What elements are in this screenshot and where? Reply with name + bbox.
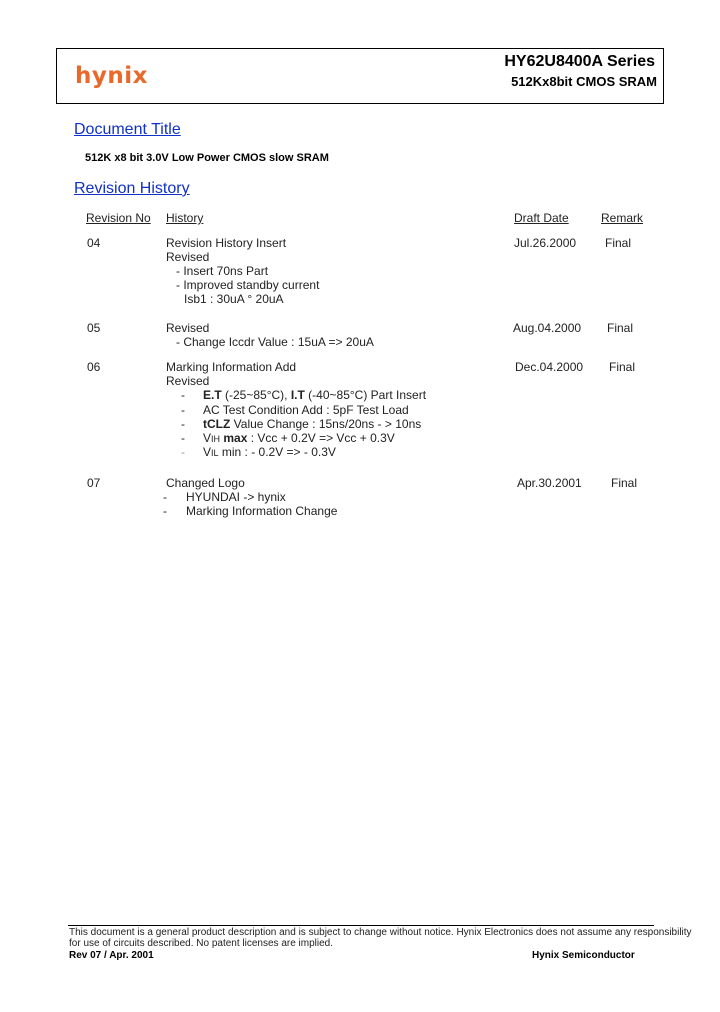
history-line: Changed Logo xyxy=(166,476,245,490)
document-title-heading: Document Title xyxy=(74,121,181,138)
history-line: E.T (-25~85°C), I.T (-40~85°C) Part Insert xyxy=(203,388,427,402)
history-line: Isb1 : 30uA ° 20uA xyxy=(184,292,284,306)
footer-disclaimer-line1: This document is a general product description and is subject to change without notice. Hynix Electronics does not assume any responsibility xyxy=(69,927,692,938)
history-line: Marking Information Add xyxy=(166,360,297,374)
bullet-dash: - xyxy=(163,504,167,518)
draft-date: Apr.30.2001 xyxy=(517,476,582,490)
footer-company: Hynix Semiconductor xyxy=(532,950,635,961)
bullet-dash: - xyxy=(181,403,185,417)
history-line: - Change Iccdr Value : 15uA => 20uA xyxy=(176,335,374,349)
part-description: 512Kx8bit CMOS SRAM xyxy=(511,74,657,89)
history-line: AC Test Condition Add : 5pF Test Load xyxy=(203,403,409,417)
hynix-logo: hynix xyxy=(75,63,148,89)
revision-history-heading: Revision History xyxy=(74,180,190,197)
col-header-revision-no: Revision No xyxy=(86,211,151,225)
col-header-history: History xyxy=(166,211,204,225)
history-line: HYUNDAI -> hynix xyxy=(186,490,286,504)
history-line: tCLZ Value Change : 15ns/20ns - > 10ns xyxy=(203,417,422,431)
history-line: Revised xyxy=(166,374,210,388)
footer-disclaimer-line2: for use of circuits described. No patent licenses are implied. xyxy=(69,938,334,949)
bullet-dash: - xyxy=(163,490,167,504)
rev-number: 06 xyxy=(87,360,101,374)
rev-number: 04 xyxy=(87,236,101,250)
history-line: Revision History Insert xyxy=(166,236,287,250)
history-line: - Improved standby current xyxy=(176,278,320,292)
remark: Final xyxy=(611,476,638,490)
bullet-dash: - xyxy=(181,388,185,402)
bullet-dash: - xyxy=(181,431,185,445)
history-line: VIH max : Vcc + 0.2V => Vcc + 0.3V xyxy=(203,431,395,445)
col-header-remark: Remark xyxy=(601,211,644,225)
draft-date: Jul.26.2000 xyxy=(514,236,577,250)
footer-divider xyxy=(68,925,654,926)
col-header-draft-date: Draft Date xyxy=(514,211,569,225)
part-number: HY62U8400A Series xyxy=(504,53,655,70)
draft-date: Dec.04.2000 xyxy=(515,360,584,374)
remark: Final xyxy=(607,321,634,335)
bullet-dash: - xyxy=(181,445,185,459)
remark: Final xyxy=(605,236,632,250)
bullet-dash: - xyxy=(181,417,185,431)
history-line: VIL min : - 0.2V => - 0.3V xyxy=(203,445,336,459)
header-box xyxy=(56,48,664,104)
rev-number: 05 xyxy=(87,321,101,335)
draft-date: Aug.04.2000 xyxy=(513,321,582,335)
history-line: Revised xyxy=(166,250,210,264)
history-line: - Insert 70ns Part xyxy=(176,264,269,278)
remark: Final xyxy=(609,360,636,374)
document-title-text: 512K x8 bit 3.0V Low Power CMOS slow SRAM xyxy=(85,152,329,164)
history-line: Revised xyxy=(166,321,210,335)
footer-revision: Rev 07 / Apr. 2001 xyxy=(69,950,154,961)
rev-number: 07 xyxy=(87,476,101,490)
history-line: Marking Information Change xyxy=(186,504,338,518)
